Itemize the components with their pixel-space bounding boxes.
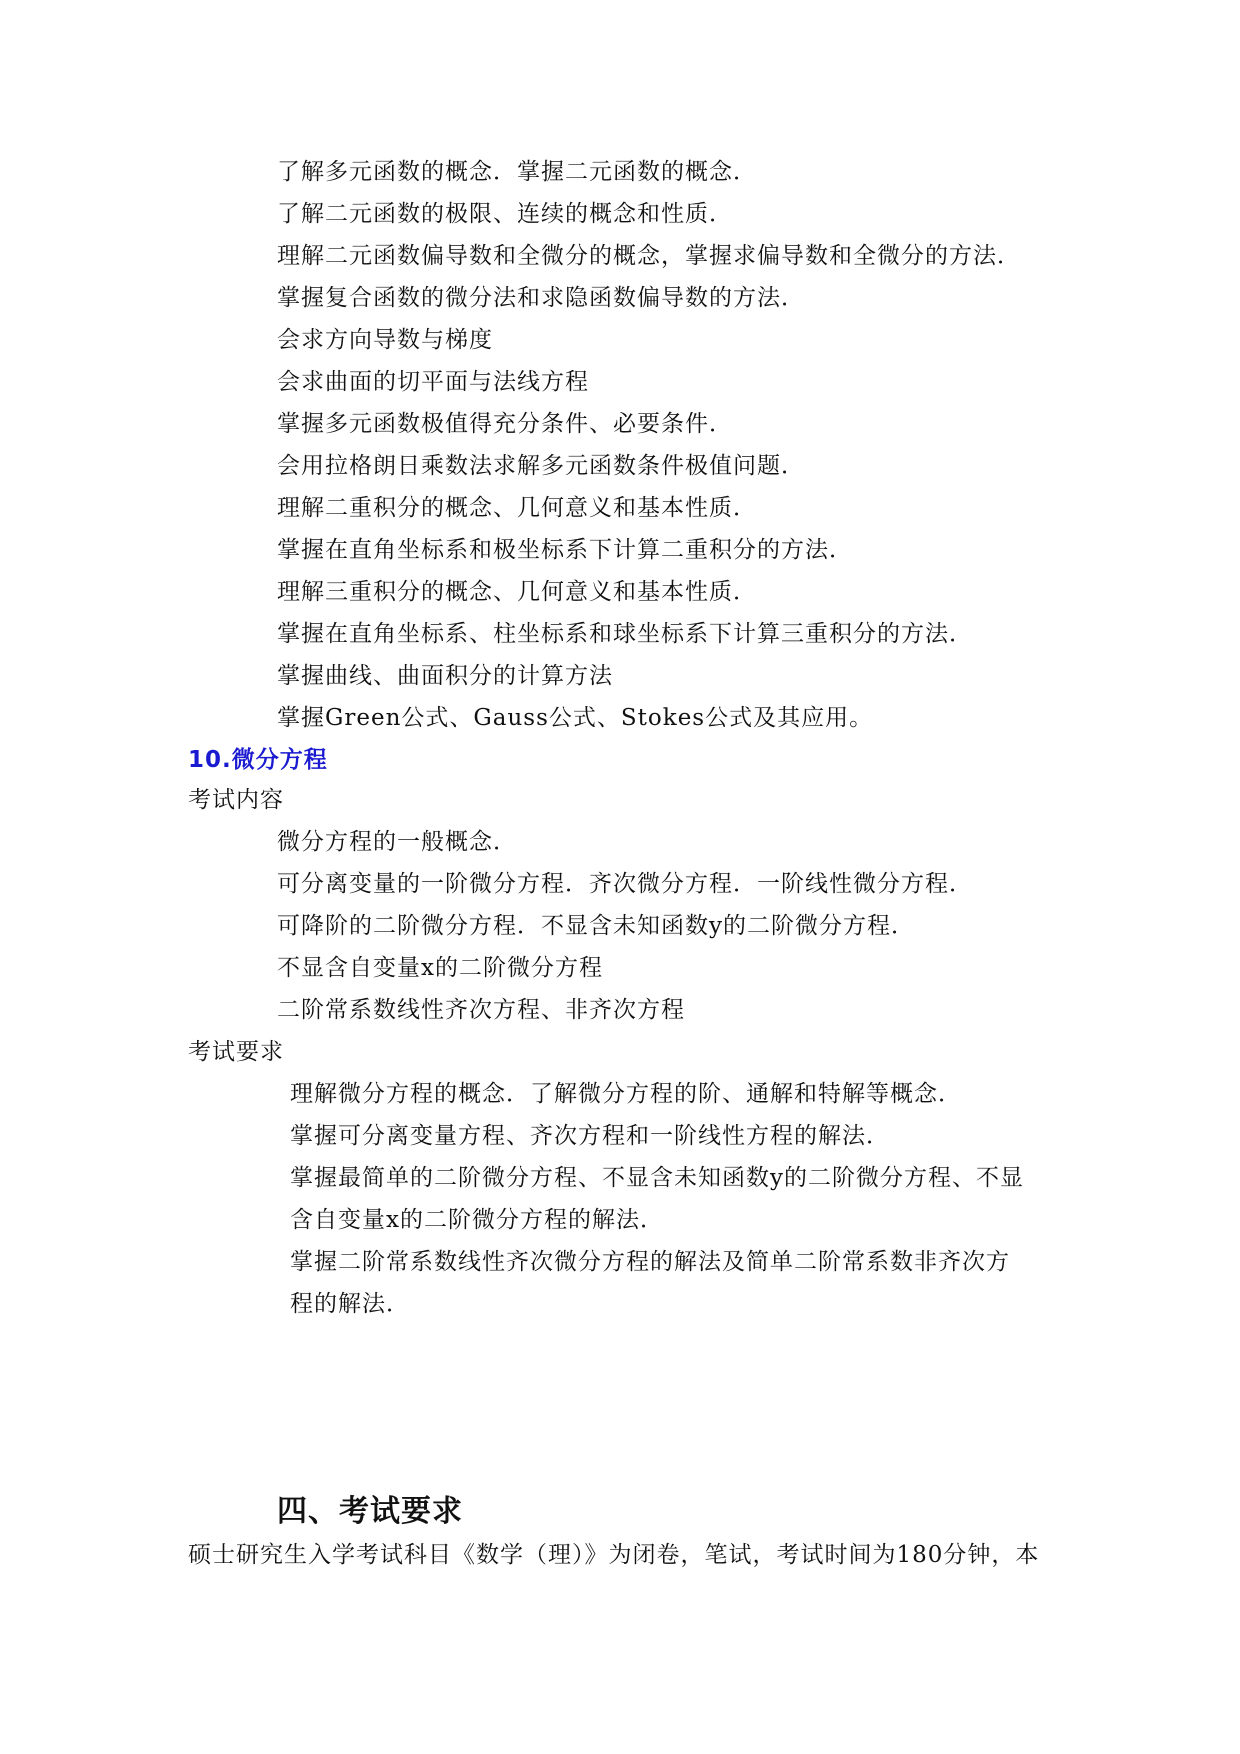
requirement-item: 掌握可分离变量方程、齐次方程和一阶线性方程的解法．	[290, 1123, 890, 1149]
content-item: 可分离变量的一阶微分方程．齐次微分方程．一阶线性微分方程．	[277, 871, 973, 897]
requirement-item: 掌握Green公式、Gauss公式、Stokes公式及其应用。	[277, 705, 874, 731]
requirement-item: 理解二元函数偏导数和全微分的概念，掌握求偏导数和全微分的方法．	[277, 243, 1021, 269]
requirement-item: 掌握在直角坐标系、柱坐标系和球坐标系下计算三重积分的方法．	[277, 621, 973, 647]
requirements-label: 考试要求	[188, 1039, 284, 1065]
content-item: 二阶常系数线性齐次方程、非齐次方程	[277, 997, 685, 1023]
requirement-item: 了解多元函数的概念．掌握二元函数的概念．	[277, 159, 757, 185]
requirement-item: 程的解法．	[290, 1291, 410, 1317]
requirement-item: 会求方向导数与梯度	[277, 327, 493, 353]
requirement-item: 掌握复合函数的微分法和求隐函数偏导数的方法．	[277, 285, 805, 311]
section-heading: 10.微分方程	[188, 747, 328, 773]
requirement-item: 掌握曲线、曲面积分的计算方法	[277, 663, 613, 689]
content-item: 可降阶的二阶微分方程．不显含未知函数y的二阶微分方程．	[277, 913, 915, 939]
requirement-item: 掌握二阶常系数线性齐次微分方程的解法及简单二阶常系数非齐次方	[290, 1249, 1010, 1275]
chapter-heading: 四、考试要求	[277, 1494, 463, 1529]
requirement-item: 理解三重积分的概念、几何意义和基本性质．	[277, 579, 757, 605]
requirement-item: 理解微分方程的概念．了解微分方程的阶、通解和特解等概念．	[290, 1081, 962, 1107]
requirement-item: 了解二元函数的极限、连续的概念和性质．	[277, 201, 733, 227]
requirement-item: 掌握多元函数极值得充分条件、必要条件．	[277, 411, 733, 437]
paragraph: 硕士研究生入学考试科目《数学（理）》为闭卷，笔试，考试时间为180分钟，本	[188, 1542, 1040, 1568]
content-label: 考试内容	[188, 787, 284, 813]
requirement-item: 会求曲面的切平面与法线方程	[277, 369, 589, 395]
requirement-item: 掌握在直角坐标系和极坐标系下计算二重积分的方法．	[277, 537, 853, 563]
content-item: 不显含自变量x的二阶微分方程	[277, 955, 603, 981]
content-item: 微分方程的一般概念．	[277, 829, 517, 855]
requirement-item: 会用拉格朗日乘数法求解多元函数条件极值问题．	[277, 453, 805, 479]
requirement-item: 含自变量x的二阶微分方程的解法．	[290, 1207, 664, 1233]
requirement-item: 掌握最简单的二阶微分方程、不显含未知函数y的二阶微分方程、不显	[290, 1165, 1024, 1191]
requirement-item: 理解二重积分的概念、几何意义和基本性质．	[277, 495, 757, 521]
